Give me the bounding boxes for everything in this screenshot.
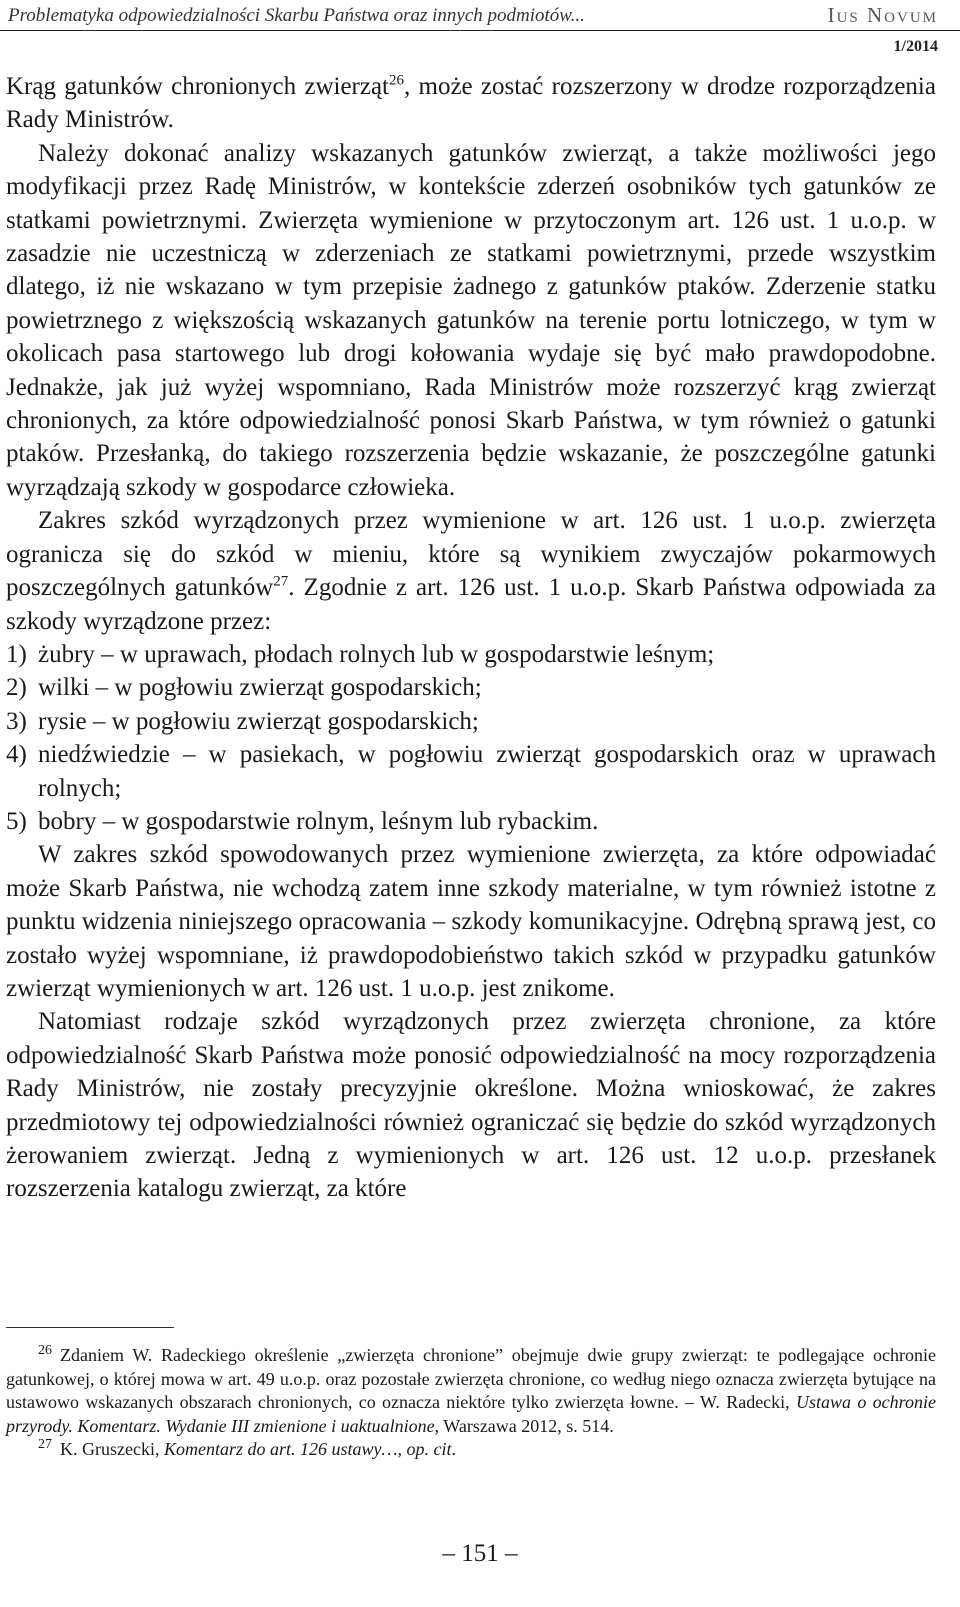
list-item-text: żubry – w uprawach, płodach rolnych lub w gospodarstwie leśnym; [38,640,715,668]
footnote-ref-27: 27 [273,573,289,590]
article-body [6,70,936,1206]
running-title: Problematyka odpowiedzialności Skarbu Państwa oraz innych podmiotów... [8,5,585,26]
page-header [0,0,960,55]
footnote-27-title: Komentarz do art. 126 ustawy…, op. cit [163,1439,452,1460]
paragraph-3-text-a: Zakres szkód wyrządzonych przez wymienione w art. 126 ust. 1 u.o.p. zwierzęta ogranicza się do szkód w mieniu, które są wynikiem zwyczajów pokarmowych poszczególnych gatunków [6,507,936,602]
paragraph-3-text-b: . Zgodnie z art. 126 ust. 1 u.o.p. Skarb Państwa odpowiada za szkody wyrządzone przez: [6,574,936,635]
list-item [6,671,936,704]
paragraph-3 [6,504,936,638]
list-item-text: niedźwiedzie – w pasiekach, w pogłowiu zwierząt gospodarskich oraz w uprawach rolnych; [38,741,936,802]
footnote-number: 27 [38,1437,52,1453]
list-item-text: rysie – w pogłowiu zwierząt gospodarskich; [38,707,479,735]
list-item [6,738,936,805]
footnote-number: 26 [38,1343,52,1358]
list-item [6,705,936,738]
footnote-ref-26: 26 [389,72,404,89]
list-item-text: wilki – w pogłowiu zwierząt gospodarskich; [38,674,482,702]
footnote-rule [6,1327,174,1328]
journal-name: Ius Novum [827,3,938,27]
list-item-text: bobry – w gospodarstwie rolnym, leśnym lub rybackim. [38,807,599,835]
list-item-number: 1) [6,640,27,668]
footnote-27 [6,1438,936,1462]
list-item [6,805,936,838]
list-item-number: 2) [6,674,27,702]
issue-number: 1/2014 [893,38,938,55]
footnote-26-text-b: , Warszawa 2012, s. 514. [434,1415,614,1436]
footnote-26 [6,1344,936,1438]
page-number: – 151 – [442,1540,518,1567]
footnote-27-text-b: . [451,1439,456,1460]
footnote-26-title: Ustawa o ochronie przyrody. Komentarz. Wydanie III zmienione i uaktualnione [6,1392,937,1436]
paragraph-4: W zakres szkód spowodowanych przez wymienione zwierzęta, za które odpowiadać może Skarb Państwa, nie wchodzą zatem inne szkody materialne, w tym również istotne z punktu widzenia niniejszego opracowania – szkody komunikacyjne. Odrębną sprawą jest, co zostało wyżej wspomniane, iż prawdopodobieństwo takich szkód w przypadku gatunków zwierząt wymienionych w art. 126 ust. 1 u.o.p. jest znikome. [6,841,936,1002]
paragraph-1 [6,70,936,137]
paragraph-5: Natomiast rodzaje szkód wyrządzonych przez zwierzęta chronione, za które odpowiedzialność Skarb Państwa może ponosić odpowiedzialność na mocy rozporządzenia Rady Ministrów, nie zostały precyzyjnie określone. Można wnioskować, że zakres przedmiotowy tej odpowiedzialności również ograniczać się będzie do szkód wyrządzonych żerowaniem zwierząt. Jedną z wymienionych w art. 126 ust. 12 u.o.p. przesłanek rozszerzenia katalogu zwierząt, za które [6,1008,936,1203]
footnotes [6,1344,936,1462]
paragraph-2: Należy dokonać analizy wskazanych gatunków zwierząt, a także możliwości jego modyfikacji przez Radę Ministrów, w kontekście zderzeń osobników tych gatunków ze statkami powietrznymi. Zwierzęta wymienione w przytoczonym art. 126 ust. 1 u.o.p. w zasadzie nie uczestniczą w zderzeniach ze statkami powietrznymi, przede wszystkim dlatego, iż nie wskazano w tym przepisie żadnego z gatunków ptaków. Zderzenie statku powietrznego z większością wskazanych gatunków na terenie portu lotniczego, w tym w okolicach pasa startowego lub drogi kołowania wydaje się być mało prawdopodobne. Jednakże, jak już wyżej wspomniano, Rada Ministrów może rozszerzyć krąg zwierząt chronionych, za które odpowiedzialność ponosi Skarb Państwa, w tym również o gatunki ptaków. Przesłanką, do takiego rozszerzenia będzie wskazanie, że poszczególne gatunki wyrządzają szkody w gospodarce człowieka. [6,139,936,501]
header-rule [0,30,960,31]
damage-list [6,638,936,838]
list-item-number: 5) [6,807,27,835]
paragraph-1-text-b: , może zostać rozszerzony w drodze rozporządzenia Rady Ministrów. [6,73,936,134]
paragraph-1-text-a: Krąg gatunków chronionych zwierząt [6,73,389,100]
footnote-27-text-a: K. Gruszecki, [60,1439,164,1460]
list-item-number: 4) [6,741,27,769]
list-item [6,638,936,671]
list-item-number: 3) [6,707,27,735]
footnote-26-text-a: Zdaniem W. Radeckiego określenie „zwierzęta chronione” obejmuje dwie grupy zwierząt: te podlegające ochronie gatunkowej, o której mowa w art. 49 u.o.p. oraz pozostałe zwierzęta chronione, co według niego oznacza zwierzęta bytujące na ustawowo wskazanych obszarach chronionych, co oznacza niektóre tylko zwierzęta łowne. – W. Radecki, [6,1345,936,1413]
